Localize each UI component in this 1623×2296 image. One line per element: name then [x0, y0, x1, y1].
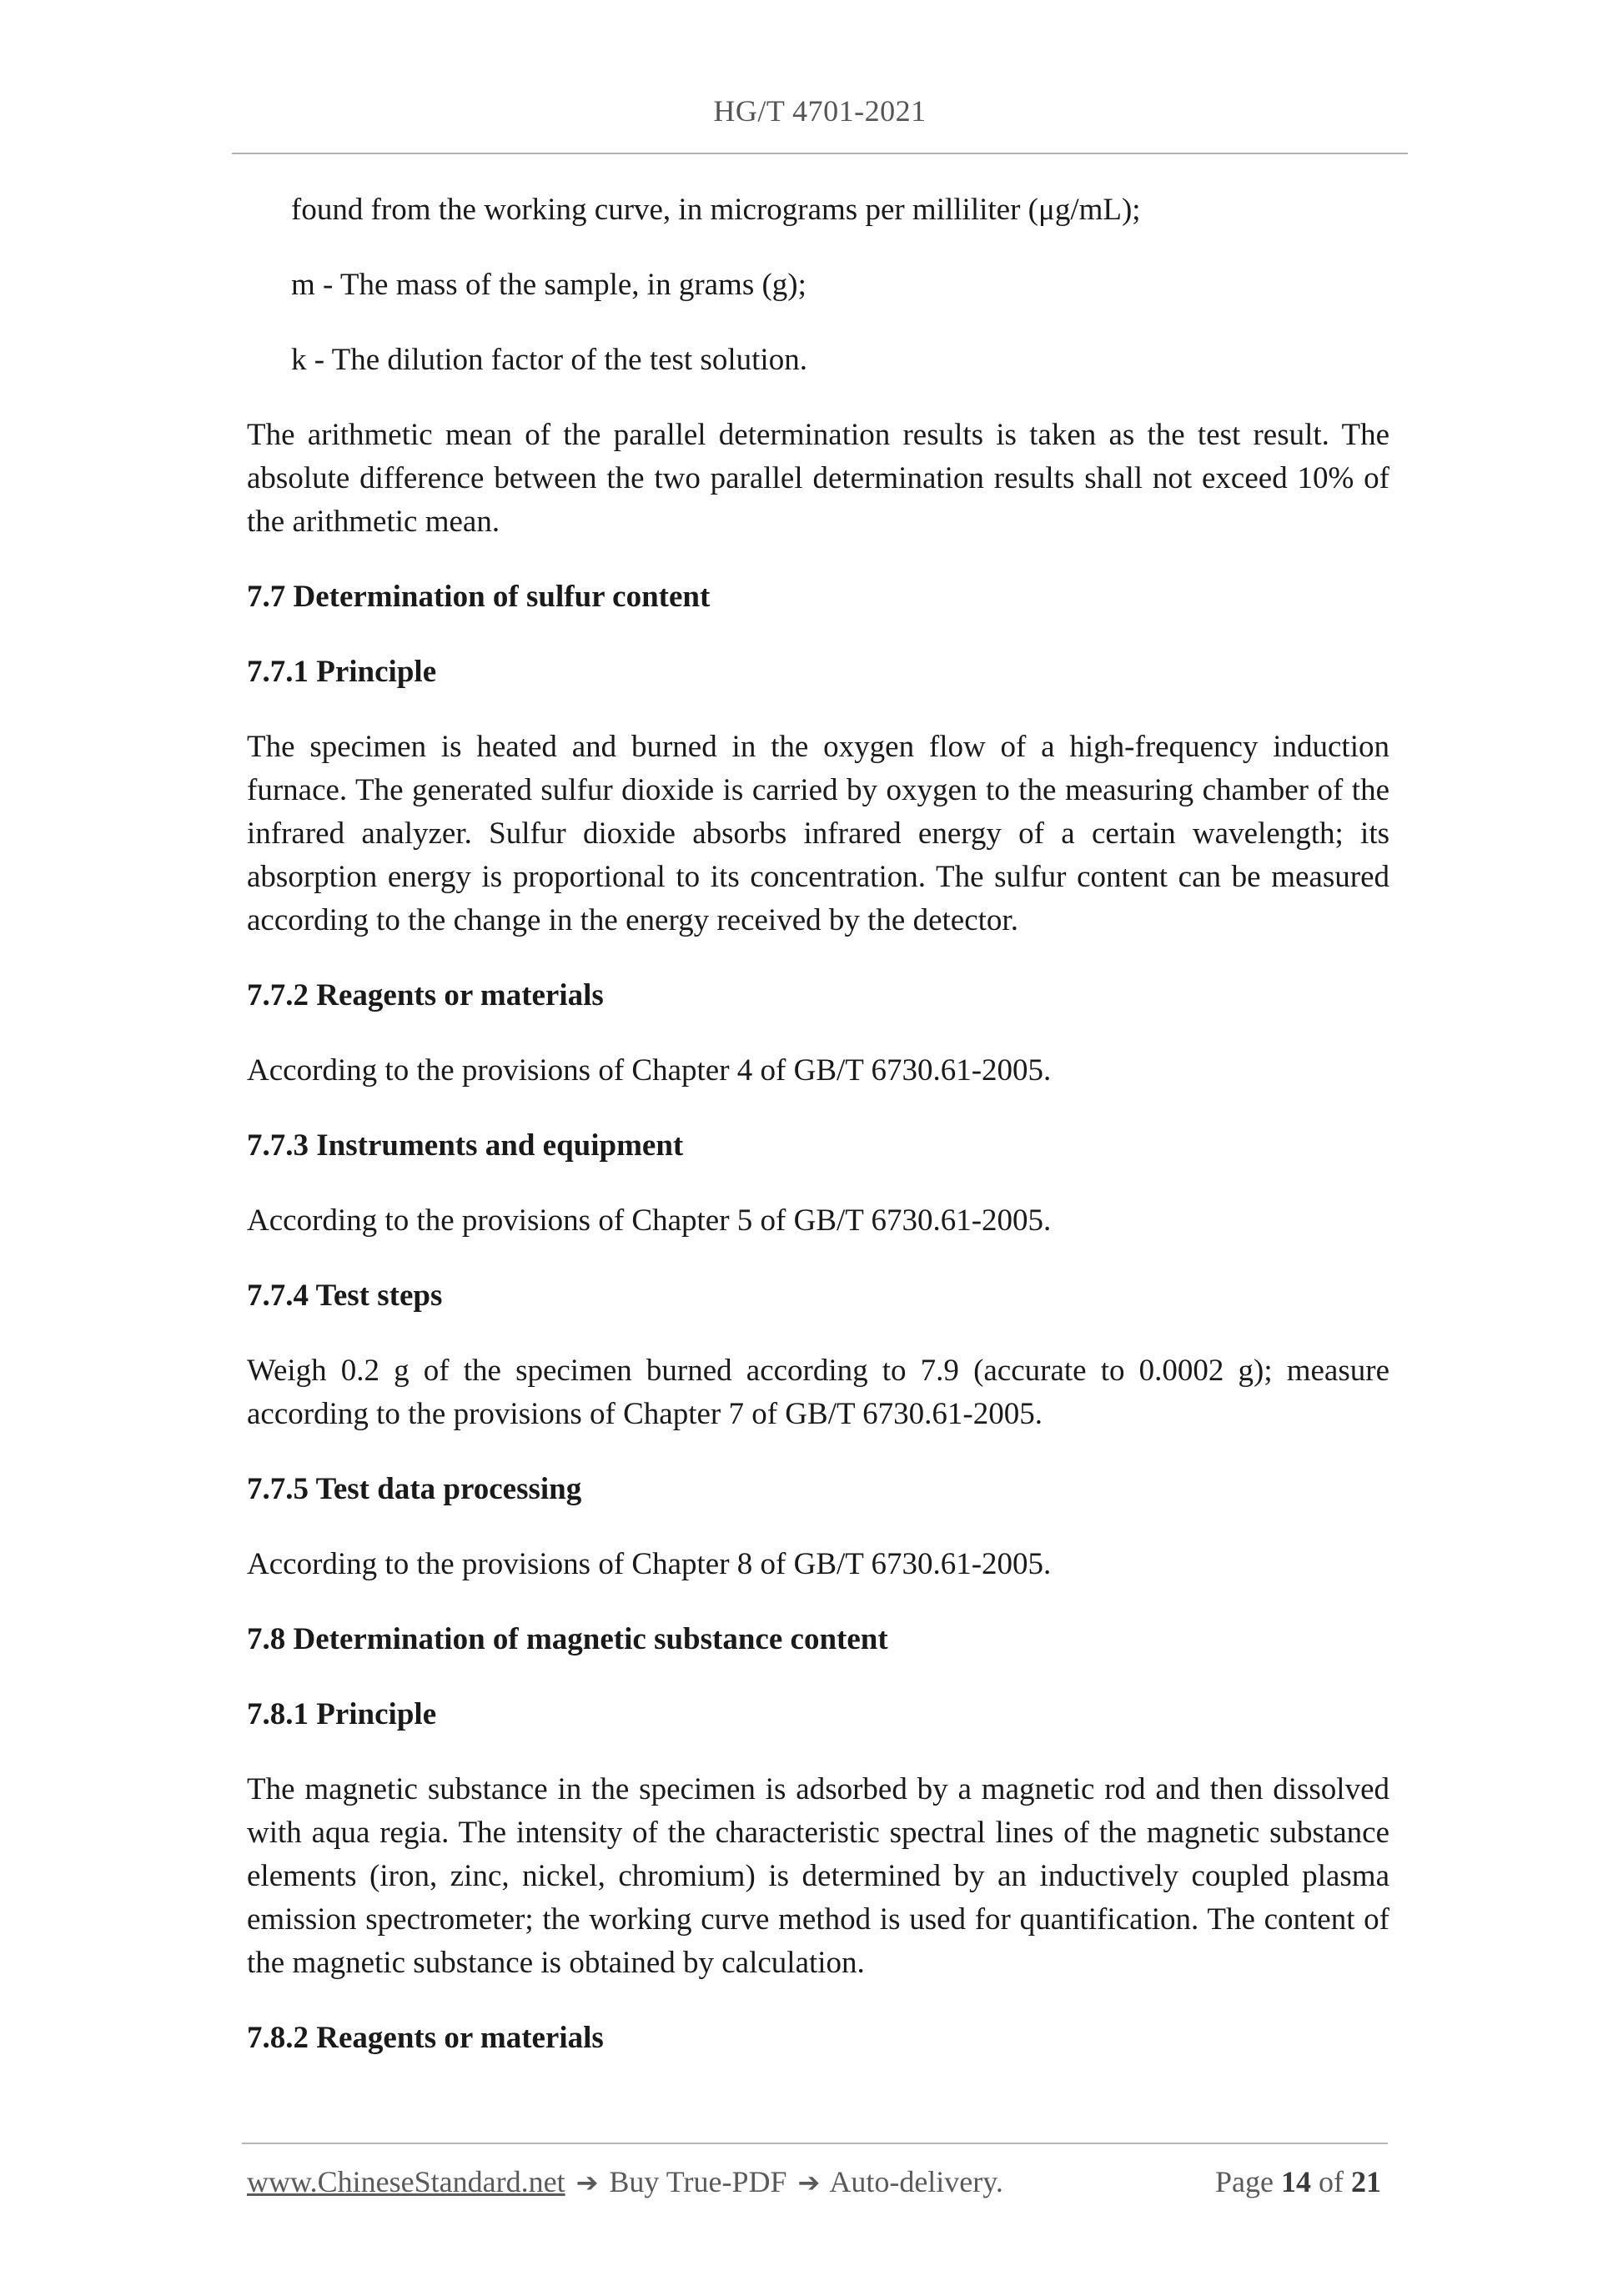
page-footer: [247, 2164, 1381, 2199]
section-heading-7-7-4: 7.7.4 Test steps: [247, 1279, 443, 1313]
paragraph: found from the working curve, in micrograms per milliliter (μg/mL);: [291, 193, 1141, 227]
paragraph: According to the provisions of Chapter 5 of GB/T 6730.61-2005.: [247, 1203, 1052, 1238]
footer-left: [247, 2164, 1003, 2199]
page-label: Page: [1215, 2165, 1274, 2198]
section-heading-7-8: 7.8 Determination of magnetic substance content: [247, 1622, 888, 1656]
section-heading-7-7-2: 7.7.2 Reagents or materials: [247, 978, 604, 1012]
page-header: HG/T 4701-2021: [713, 94, 927, 128]
section-heading-7-8-1: 7.8.1 Principle: [247, 1697, 437, 1731]
paragraph: The magnetic substance in the specimen is adsorbed by a magnetic rod and then dissolved with aqua regia. The intensity of the characteristic spectral lines of the magnetic substance elements (iron, zinc, nickel, chromium) is determined by an inductively coupled plasma emission spectrometer; the working curve method is used for quantification. The content of the magnetic substance is obtained by calculation.: [247, 1772, 1389, 1980]
footer-divider: [242, 2143, 1388, 2144]
header-divider: [232, 153, 1408, 154]
paragraph: Weigh 0.2 g of the specimen burned according to 7.9 (accurate to 0.0002 g); measure according to the provisions of Chapter 7 of GB/T 6730.61-2005.: [247, 1354, 1389, 1431]
total-pages-number: 21: [1351, 2165, 1381, 2198]
right-arrow-icon: ➔: [575, 2167, 599, 2198]
section-heading-7-7-5: 7.7.5 Test data processing: [247, 1472, 582, 1506]
section-heading-7-8-2: 7.8.2 Reagents or materials: [247, 2021, 604, 2055]
website-link[interactable]: www.ChineseStandard.net: [247, 2165, 565, 2198]
buy-text: Buy True-PDF: [609, 2165, 787, 2198]
current-page-number: 14: [1281, 2165, 1311, 2198]
paragraph: According to the provisions of Chapter 8 of GB/T 6730.61-2005.: [247, 1547, 1052, 1581]
of-label: of: [1319, 2165, 1344, 2198]
paragraph: The arithmetic mean of the parallel determination results is taken as the test result. The absolute difference between the two parallel determination results shall not exceed 10% of the arithmetic mean.: [247, 418, 1389, 539]
document-body: [247, 188, 1389, 2092]
paragraph: m - The mass of the sample, in grams (g);: [291, 268, 806, 302]
paragraph: k - The dilution factor of the test solution.: [291, 343, 807, 377]
delivery-text: Auto-delivery.: [829, 2165, 1003, 2198]
section-heading-7-7-3: 7.7.3 Instruments and equipment: [247, 1128, 684, 1163]
page-indicator: [1215, 2164, 1381, 2199]
paragraph: The specimen is heated and burned in the oxygen flow of a high-frequency induction furnace. The generated sulfur dioxide is carried by oxygen to the measuring chamber of the infrared analyzer. Sulfur dioxide absorbs infrared energy of a certain wavelength; its absorption energy is proportional to its concentration. The sulfur content can be measured according to the change in the energy received by the detector.: [247, 730, 1389, 937]
paragraph: According to the provisions of Chapter 4 of GB/T 6730.61-2005.: [247, 1053, 1052, 1088]
section-heading-7-7-1: 7.7.1 Principle: [247, 655, 437, 689]
section-heading-7-7: 7.7 Determination of sulfur content: [247, 580, 711, 614]
right-arrow-icon: ➔: [797, 2167, 821, 2198]
